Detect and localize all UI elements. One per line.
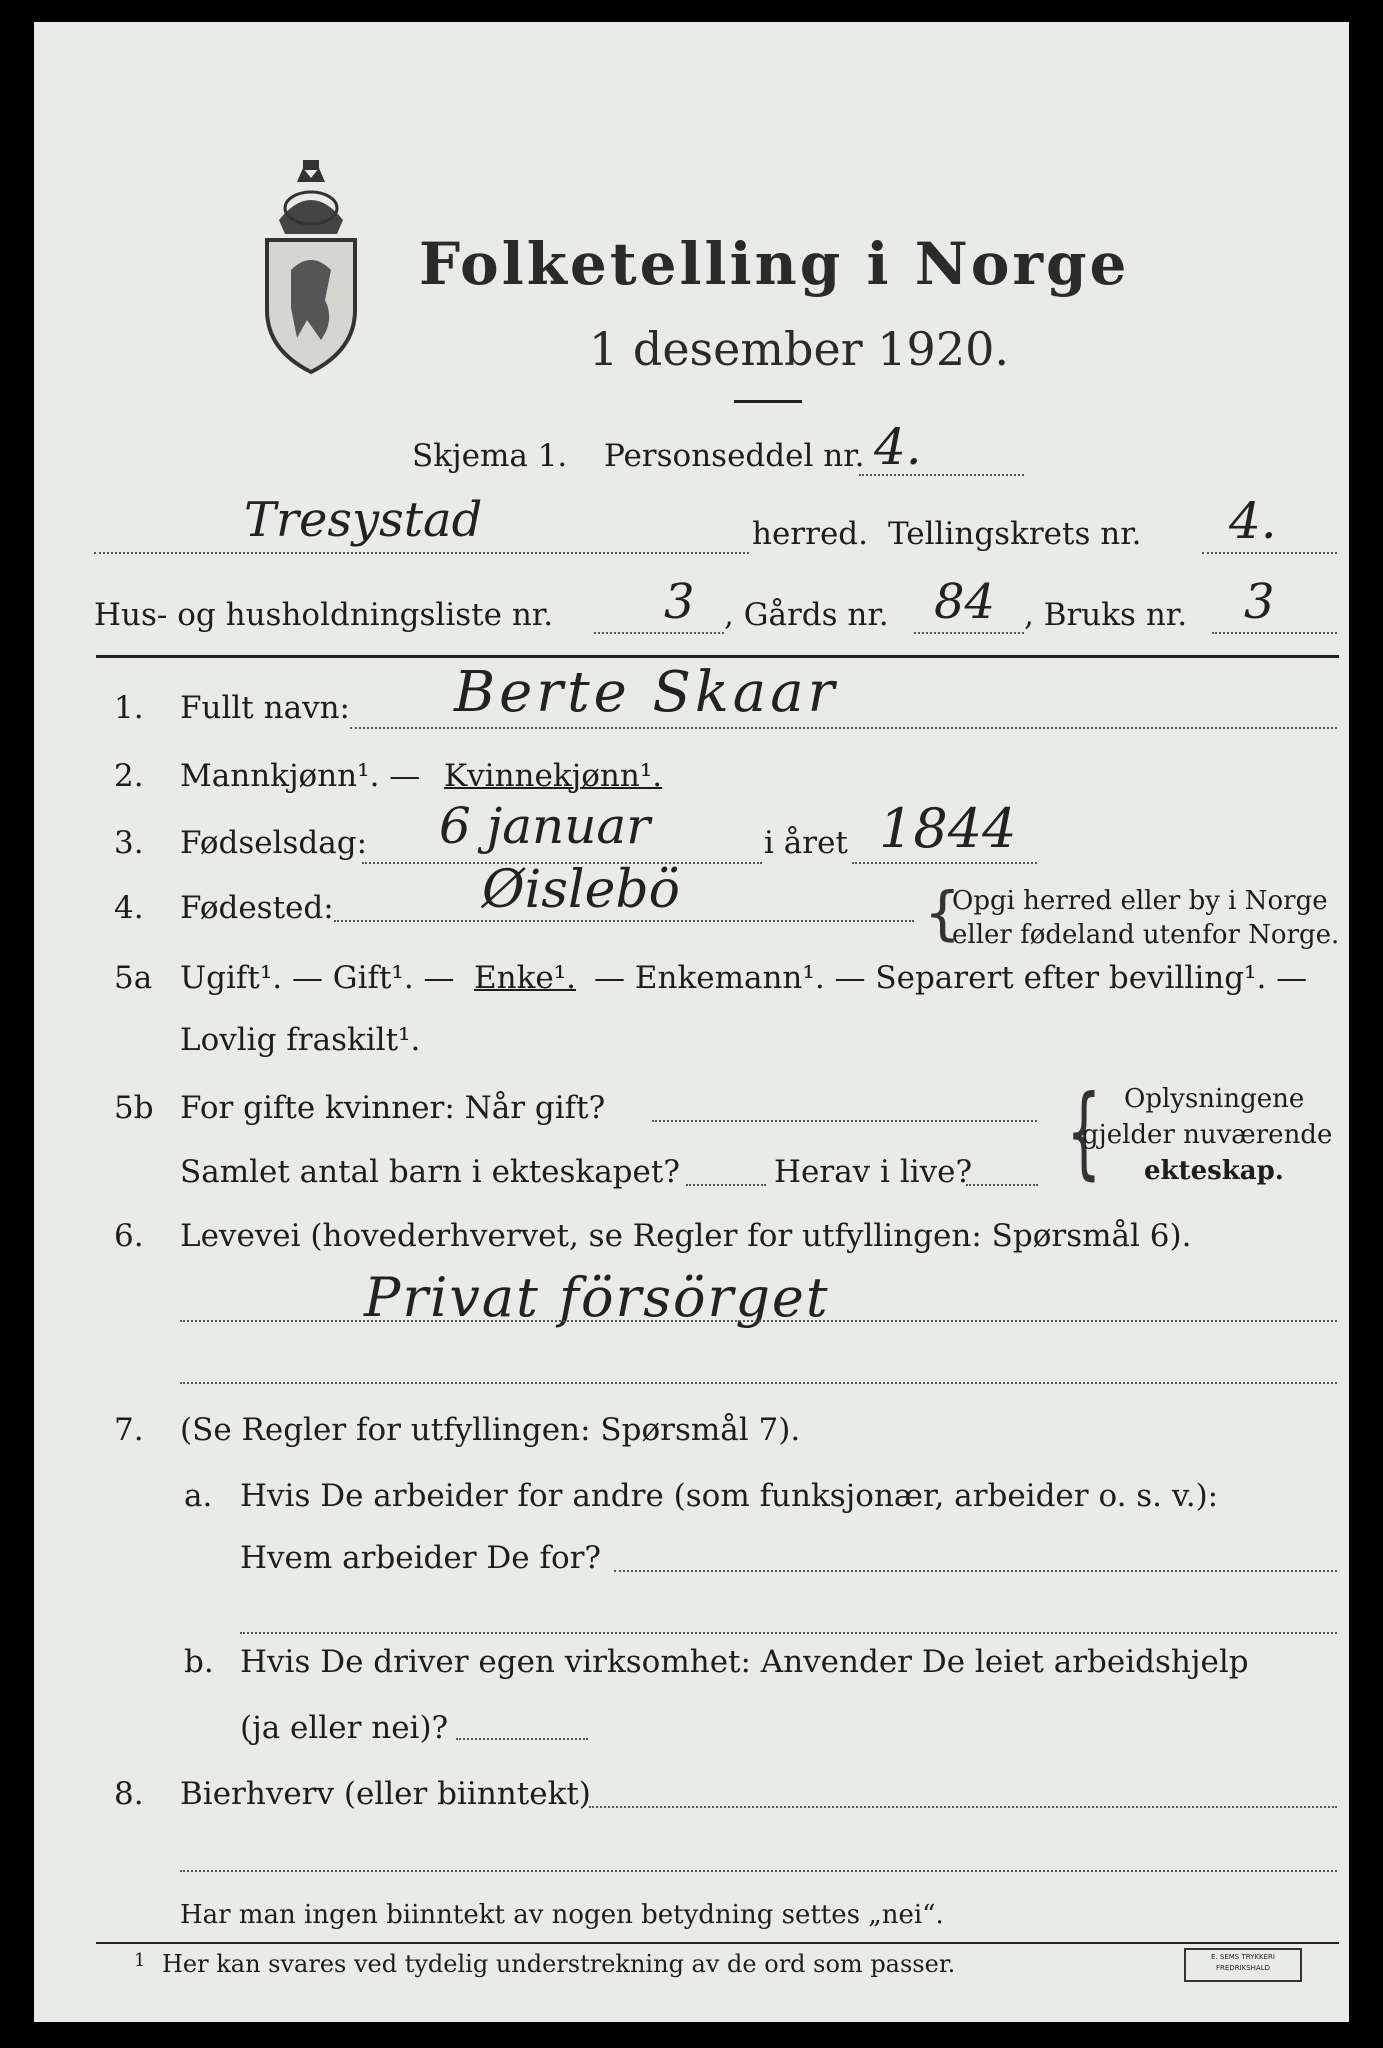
q1-number: 1. bbox=[114, 690, 144, 726]
q5a-options-2[interactable]: — Enkemann¹. — Separert efter bevilling¹. — bbox=[594, 960, 1308, 996]
page-title: Folketelling i Norge bbox=[419, 230, 1130, 298]
q8-label: Bierhverv (eller biinntekt) bbox=[180, 1776, 591, 1812]
q2-option-male[interactable]: Mannkjønn¹. — bbox=[180, 758, 421, 794]
q2-option-female[interactable]: Kvinnekjønn¹. bbox=[444, 758, 663, 794]
biinntekt-note: Har man ingen biinntekt av nogen betydning settes „nei“. bbox=[180, 1900, 944, 1930]
q5b-note-line2: gjelder nuværende bbox=[1082, 1120, 1333, 1150]
census-form-page bbox=[34, 22, 1349, 2022]
q6-value: Privat försörget bbox=[364, 1266, 830, 1329]
q5b-nar-gift-field[interactable] bbox=[652, 1120, 1037, 1122]
bruks-field[interactable] bbox=[1212, 632, 1337, 634]
q4-brace: { bbox=[924, 879, 961, 947]
q7b-text: Hvis De driver egen virksomhet: Anvender De leiet arbeidshjelp bbox=[240, 1644, 1249, 1680]
personseddel-field[interactable] bbox=[859, 474, 1024, 476]
printer-stamp-line2: FREDRIKSHALD bbox=[1215, 1964, 1270, 1972]
q6-label: Levevei (hovederhvervet, se Regler for utfyllingen: Spørsmål 6). bbox=[180, 1218, 1192, 1254]
bruks-label: , Bruks nr. bbox=[1024, 597, 1188, 633]
personseddel-value: 4. bbox=[874, 418, 922, 476]
q2-number: 2. bbox=[114, 758, 144, 794]
q7a-field-2[interactable] bbox=[240, 1632, 1337, 1634]
q1-label: Fullt navn: bbox=[180, 690, 350, 726]
q4-field[interactable] bbox=[334, 920, 914, 922]
q1-field[interactable] bbox=[350, 727, 1337, 729]
gards-value: 84 bbox=[934, 574, 996, 630]
q3-mid: i året bbox=[764, 825, 848, 861]
q5b-note-line3: ekteskap. bbox=[1144, 1156, 1284, 1186]
title-divider bbox=[734, 400, 802, 403]
q5b-note-line1: Oplysningene bbox=[1124, 1084, 1305, 1114]
q7b-letter: b. bbox=[184, 1644, 214, 1680]
q4-value: Øislebö bbox=[482, 860, 680, 920]
q5b-barn-field[interactable] bbox=[686, 1184, 766, 1186]
q4-number: 4. bbox=[114, 890, 144, 926]
q5a-line2[interactable]: Lovlig fraskilt¹. bbox=[180, 1022, 421, 1058]
hus-label: Hus- og husholdningsliste nr. bbox=[94, 597, 554, 633]
gards-field[interactable] bbox=[914, 632, 1024, 634]
footer-rule bbox=[96, 1942, 1339, 1944]
q7b-question: (ja eller nei)? bbox=[240, 1710, 449, 1746]
personseddel-label: Personseddel nr. bbox=[604, 438, 865, 474]
q3-number: 3. bbox=[114, 825, 144, 861]
q8-field-2[interactable] bbox=[180, 1870, 1337, 1872]
bruks-value: 3 bbox=[1244, 574, 1275, 630]
q8-number: 8. bbox=[114, 1776, 144, 1812]
header-rule bbox=[96, 655, 1339, 658]
herred-value: Tresystad bbox=[244, 492, 483, 548]
q7a-letter: a. bbox=[184, 1478, 213, 1514]
q7a-text: Hvis De arbeider for andre (som funksjonær, arbeider o. s. v.): bbox=[240, 1478, 1219, 1514]
q7a-question: Hvem arbeider De for? bbox=[240, 1540, 602, 1576]
q7-label: (Se Regler for utfyllingen: Spørsmål 7). bbox=[180, 1412, 801, 1448]
footnote-text: Her kan svares ved tydelig understrekning av de ord som passer. bbox=[162, 1950, 956, 1978]
q7b-field[interactable] bbox=[456, 1738, 588, 1740]
q7-number: 7. bbox=[114, 1412, 144, 1448]
q7a-field-1[interactable] bbox=[614, 1570, 1337, 1572]
q4-note-line2: eller fødeland utenfor Norge. bbox=[952, 920, 1340, 950]
herred-label: herred. bbox=[752, 516, 868, 552]
tellingskrets-field[interactable] bbox=[1202, 552, 1337, 554]
q6-field-2[interactable] bbox=[180, 1382, 1337, 1384]
q5b-live-field[interactable] bbox=[966, 1184, 1038, 1186]
printer-stamp bbox=[1184, 1948, 1302, 1982]
gards-label: , Gårds nr. bbox=[724, 597, 889, 633]
q3-value: 6 januar bbox=[439, 797, 651, 855]
tellingskrets-label: Tellingskrets nr. bbox=[888, 516, 1142, 552]
q5b-line2a: Samlet antal barn i ekteskapet? bbox=[180, 1154, 680, 1190]
q1-value: Berte Skaar bbox=[454, 660, 839, 725]
q5a-option-enke[interactable]: Enke¹. bbox=[474, 960, 577, 996]
herred-field[interactable] bbox=[94, 552, 749, 554]
census-date: 1 desember 1920. bbox=[589, 322, 1009, 376]
q8-field-1[interactable] bbox=[589, 1806, 1337, 1808]
q5a-number: 5a bbox=[114, 960, 153, 996]
q6-number: 6. bbox=[114, 1218, 144, 1254]
q3-year: 1844 bbox=[879, 797, 1017, 860]
q3-year-field[interactable] bbox=[852, 862, 1037, 864]
tellingskrets-value: 4. bbox=[1229, 492, 1277, 550]
q5a-options-1[interactable]: Ugift¹. — Gift¹. — bbox=[180, 960, 455, 996]
q4-note-line1: Opgi herred eller by i Norge bbox=[952, 886, 1328, 916]
q3-label: Fødselsdag: bbox=[180, 825, 368, 861]
printer-stamp-line1: E. SEMS TRYKKERI bbox=[1211, 1953, 1275, 1961]
footnote-mark: 1 bbox=[134, 1950, 146, 1971]
coat-of-arms-icon bbox=[259, 160, 363, 380]
q6-field-1[interactable] bbox=[180, 1320, 1337, 1322]
q5b-line2b: Herav i live? bbox=[774, 1154, 973, 1190]
q5b-line1: For gifte kvinner: Når gift? bbox=[180, 1090, 606, 1126]
q5b-number: 5b bbox=[114, 1090, 154, 1126]
hus-value: 3 bbox=[664, 574, 695, 630]
q5b-brace: { bbox=[1066, 1073, 1102, 1190]
skjema-label: Skjema 1. bbox=[412, 438, 568, 474]
q4-label: Fødested: bbox=[180, 890, 334, 926]
hus-field[interactable] bbox=[594, 632, 724, 634]
